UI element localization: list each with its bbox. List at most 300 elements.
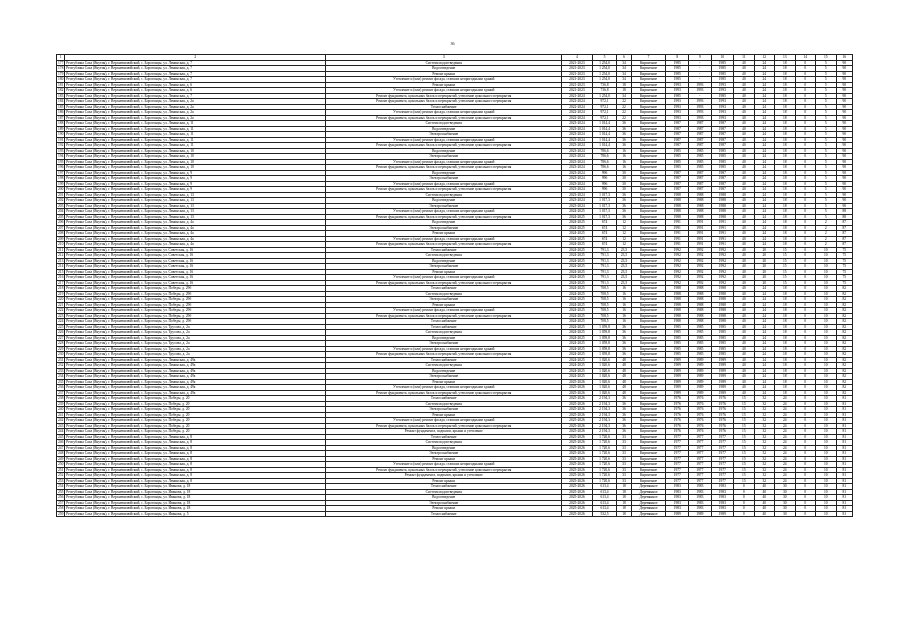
apartments-cell: 36 bbox=[617, 214, 631, 220]
build-year-cell: 1976 bbox=[666, 423, 689, 429]
period-cell: 2024-2025 bbox=[562, 319, 593, 325]
repair-year-cell: 1992 bbox=[711, 269, 734, 275]
address-cell: Республика Саха (Якутия), г. Верхневилюйский, с. Борогонцы, ул. Трусова, д. 2а bbox=[65, 330, 326, 336]
repair-year-cell: 1985 bbox=[711, 154, 734, 160]
column-number: 8 bbox=[666, 55, 689, 61]
wall-material-cell: Кирпичное bbox=[631, 291, 666, 297]
c16-cell: 90 bbox=[836, 176, 853, 182]
build-year-cell: 1993 bbox=[666, 82, 689, 88]
address-cell: Республика Саха (Якутия), г. Верхневилюйский, с. Борогонцы, ул. Ленинская, д. 13 bbox=[65, 198, 326, 204]
commission-year-cell: 1983 bbox=[689, 484, 712, 490]
work-type-cell: Система водоотведения bbox=[326, 253, 562, 259]
c12-cell: 24 bbox=[754, 66, 774, 72]
wear-cell: 40 bbox=[734, 214, 754, 220]
build-year-cell: 1992 bbox=[666, 280, 689, 286]
c14-cell: 0 bbox=[795, 302, 815, 308]
area-cell: 786,6 bbox=[592, 154, 617, 160]
period-cell: 2023-2024 bbox=[562, 143, 593, 149]
c13-cell: 18 bbox=[775, 324, 795, 330]
commission-year-cell: - bbox=[689, 60, 712, 66]
address-cell: Республика Саха (Якутия), г. Верхневилюйский, с. Борогонцы, ул. Ленинская, д. 4а bbox=[65, 236, 326, 242]
period-cell: 2022-2024 bbox=[562, 110, 593, 116]
column-number: 10 bbox=[711, 55, 734, 61]
c15-cell: 10 bbox=[816, 258, 836, 264]
c12-cell: 24 bbox=[754, 341, 774, 347]
build-year-cell: 1976 bbox=[666, 429, 689, 435]
apartments-cell: 12 bbox=[617, 242, 631, 248]
wear-cell: 40 bbox=[734, 181, 754, 187]
apartments-cell: 34 bbox=[617, 77, 631, 83]
c16-cell: 90 bbox=[836, 143, 853, 149]
apartments-cell: 33 bbox=[617, 445, 631, 451]
apartments-cell: 36 bbox=[617, 429, 631, 435]
area-cell: 972,1 bbox=[592, 115, 617, 121]
c13-cell: 24 bbox=[775, 467, 795, 473]
c12-cell: 24 bbox=[754, 88, 774, 94]
wall-material-cell: Кирпичное bbox=[631, 71, 666, 77]
c14-cell: 0 bbox=[795, 60, 815, 66]
address-cell: Республика Саха (Якутия), г. Верхневилюйский, с. Борогонцы, ул. Иванова, д. 18 bbox=[65, 484, 326, 490]
c16-cell: 88 bbox=[836, 209, 853, 215]
c12-cell: 20 bbox=[754, 253, 774, 259]
row-number: 206 bbox=[58, 220, 64, 224]
wall-material-cell: Кирпичное bbox=[631, 396, 666, 402]
c14-cell: 0 bbox=[795, 390, 815, 396]
row-number: 234 bbox=[58, 374, 64, 378]
period-cell: 2025-2026 bbox=[562, 478, 593, 484]
build-year-cell: 1987 bbox=[666, 137, 689, 143]
apartments-cell: 18 bbox=[617, 495, 631, 501]
c15-cell: 2 bbox=[816, 242, 836, 248]
build-year-cell: 1988 bbox=[666, 319, 689, 325]
repair-year-cell: 1985 bbox=[711, 341, 734, 347]
c15-cell: 10 bbox=[816, 390, 836, 396]
row-number: 252 bbox=[58, 473, 64, 477]
c16-cell: 90 bbox=[836, 77, 853, 83]
wear-cell: 40 bbox=[734, 374, 754, 380]
repair-year-cell: 1976 bbox=[711, 423, 734, 429]
repair-year-cell: 1988 bbox=[711, 209, 734, 215]
work-type-cell: Электроснабжение bbox=[326, 500, 562, 506]
commission-year-cell: 1992 bbox=[689, 269, 712, 275]
c16-cell: 82 bbox=[836, 297, 853, 303]
row-number: 186 bbox=[58, 110, 64, 114]
area-cell: 1 020,6 bbox=[592, 368, 617, 374]
wear-cell: 40 bbox=[734, 357, 754, 363]
c14-cell: 0 bbox=[795, 170, 815, 176]
apartments-cell: 33 bbox=[617, 440, 631, 446]
address-cell: Республика Саха (Якутия), г. Верхневилюйский, с. Борогонцы, ул. Победы, д. 29б bbox=[65, 291, 326, 297]
area-cell: 791,3 bbox=[592, 269, 617, 275]
commission-year-cell: 1993 bbox=[689, 110, 712, 116]
build-year-cell: 1991 bbox=[666, 220, 689, 226]
build-year-cell: 1977 bbox=[666, 462, 689, 468]
wall-material-cell: Кирпичное bbox=[631, 407, 666, 413]
row-number: 216 bbox=[58, 275, 64, 279]
wear-cell: 0 bbox=[734, 484, 754, 490]
c12-cell: 24 bbox=[754, 330, 774, 336]
area-cell: 1 720,6 bbox=[592, 462, 617, 468]
c16-cell: 81 bbox=[836, 511, 853, 517]
wear-cell: 40 bbox=[734, 297, 754, 303]
commission-year-cell: 1983 bbox=[689, 489, 712, 495]
row-number: 183 bbox=[58, 93, 64, 98]
period-cell: 2025-2026 bbox=[562, 467, 593, 473]
address-cell: Республика Саха (Якутия), г. Верхневилюйский, с. Борогонцы, ул. Ленинская, д. 10 bbox=[65, 165, 326, 171]
period-cell: 2025-2026 bbox=[562, 390, 593, 396]
commission-year-cell: 1987 bbox=[689, 143, 712, 149]
c13-cell: 24 bbox=[775, 423, 795, 429]
repair-year-cell: 1977 bbox=[711, 462, 734, 468]
period-cell: 2025-2026 bbox=[562, 511, 593, 517]
row-number: 191 bbox=[58, 137, 64, 142]
work-type-cell: Система водоотведения bbox=[326, 60, 562, 66]
period-cell: 2025-2026 bbox=[562, 418, 593, 424]
work-type-cell: Ремонт фундамента, цокольных балок и перекрытий, утепление цокольного перекрытия bbox=[326, 242, 562, 248]
c16-cell: 81 bbox=[836, 500, 853, 506]
row-number: 209 bbox=[58, 236, 64, 241]
apartments-cell: 30 bbox=[617, 170, 631, 176]
build-year-cell: 1989 bbox=[666, 385, 689, 391]
area-cell: 1 014,4 bbox=[592, 121, 617, 127]
c16-cell: 81 bbox=[836, 473, 853, 479]
wall-material-cell: Кирпичное bbox=[631, 374, 666, 380]
work-type-cell: Водоотведение bbox=[326, 220, 562, 226]
commission-year-cell: 1983 bbox=[689, 506, 712, 512]
build-year-cell: 1977 bbox=[666, 445, 689, 451]
address-cell: Республика Саха (Якутия), г. Верхневилюйский, с. Борогонцы, ул. Ленинская, д. 7 bbox=[65, 60, 326, 66]
c16-cell: 82 bbox=[836, 291, 853, 297]
c12-cell: 32 bbox=[754, 407, 774, 413]
wear-cell: 40 bbox=[734, 324, 754, 330]
work-type-cell: Система водоотведения bbox=[326, 363, 562, 369]
apartments-cell: 12 bbox=[617, 220, 631, 226]
c12-cell: 24 bbox=[754, 159, 774, 165]
c12-cell: 32 bbox=[754, 445, 774, 451]
apartments-cell: 33 bbox=[617, 462, 631, 468]
address-cell: Республика Саха (Якутия), г. Верхневилюйский, с. Борогонцы, ул. Ленинская, д. 8 bbox=[65, 473, 326, 479]
c16-cell: 82 bbox=[836, 324, 853, 330]
work-type-cell: Ремонт фундамента, подвалов, крыши и утепление bbox=[326, 429, 562, 435]
apartments-cell: 36 bbox=[617, 324, 631, 330]
c13-cell: 18 bbox=[775, 99, 795, 105]
period-cell: 2024-2025 bbox=[562, 335, 593, 341]
row-number: 193 bbox=[58, 148, 64, 153]
c14-cell: 0 bbox=[795, 434, 815, 440]
row-number: 257 bbox=[58, 500, 64, 505]
commission-year-cell: 1991 bbox=[689, 231, 712, 237]
c13-cell: 18 bbox=[775, 176, 795, 182]
c12-cell: 24 bbox=[754, 104, 774, 110]
c13-cell: 24 bbox=[775, 401, 795, 407]
c14-cell: 0 bbox=[795, 121, 815, 127]
address-cell: Республика Саха (Якутия), г. Верхневилюйский, с. Борогонцы, ул. Победы, д. 20 bbox=[65, 396, 326, 402]
apartments-cell: 22 bbox=[617, 104, 631, 110]
c16-cell: 82 bbox=[836, 286, 853, 292]
address-cell: Республика Саха (Якутия), г. Верхневилюйский, с. Борогонцы, ул. Ленинская, д. 49а bbox=[65, 374, 326, 380]
c16-cell: 87 bbox=[836, 242, 853, 248]
c16-cell: 82 bbox=[836, 346, 853, 352]
row-number: 210 bbox=[58, 242, 64, 246]
address-cell: Республика Саха (Якутия), г. Верхневилюйский, с. Борогонцы, ул. Ленинская, д. 9 bbox=[65, 187, 326, 193]
c16-cell: 90 bbox=[836, 110, 853, 116]
c12-cell: 24 bbox=[754, 110, 774, 116]
row-number: 185 bbox=[58, 104, 64, 109]
column-number: 3 bbox=[326, 55, 562, 61]
c16-cell: 81 bbox=[836, 506, 853, 512]
address-cell: Республика Саха (Якутия), г. Верхневилюйский, с. Борогонцы, ул. Победы, д. 29б bbox=[65, 297, 326, 303]
apartments-cell: 22 bbox=[617, 115, 631, 121]
c13-cell: 24 bbox=[775, 456, 795, 462]
area-cell: 613,4 bbox=[592, 484, 617, 490]
period-cell: 2023-2024 bbox=[562, 148, 593, 154]
c13-cell: 30 bbox=[775, 484, 795, 490]
apartments-cell: 33 bbox=[617, 456, 631, 462]
c15-cell: 5 bbox=[816, 165, 836, 171]
c16-cell: 82 bbox=[836, 368, 853, 374]
row-number: 223 bbox=[58, 313, 64, 318]
c13-cell: 30 bbox=[775, 500, 795, 506]
wall-material-cell: Кирпичное bbox=[631, 286, 666, 292]
apartments-cell: 12 bbox=[617, 236, 631, 242]
c12-cell: 40 bbox=[754, 484, 774, 490]
wear-cell: 40 bbox=[734, 379, 754, 385]
row-number: 232 bbox=[58, 363, 64, 367]
work-type-cell: Электроснабжение bbox=[326, 374, 562, 380]
period-cell: 2023-2024 bbox=[562, 198, 593, 204]
c16-cell: 82 bbox=[836, 308, 853, 314]
work-type-cell: Теплоснабжение bbox=[326, 484, 562, 490]
c15-cell: 10 bbox=[816, 456, 836, 462]
build-year-cell: 1993 bbox=[666, 110, 689, 116]
area-cell: 786,6 bbox=[592, 159, 617, 165]
wear-cell: 40 bbox=[734, 209, 754, 215]
wear-cell: 40 bbox=[734, 143, 754, 149]
work-type-cell: Теплоснабжение bbox=[326, 434, 562, 440]
c13-cell: 15 bbox=[775, 253, 795, 259]
c13-cell: 24 bbox=[775, 451, 795, 457]
c15-cell: 10 bbox=[816, 275, 836, 281]
wall-material-cell: Кирпичное bbox=[631, 231, 666, 237]
period-cell: 2024-2025 bbox=[562, 236, 593, 242]
c15-cell: 10 bbox=[816, 319, 836, 325]
address-cell: Республика Саха (Якутия), г. Верхневилюйский, с. Борогонцы, ул. Ленинская, д. 11 bbox=[65, 143, 326, 149]
repair-year-cell: 1985 bbox=[711, 324, 734, 330]
commission-year-cell: 1985 bbox=[689, 324, 712, 330]
wear-cell: 15 bbox=[734, 429, 754, 435]
apartments-cell: 30 bbox=[617, 187, 631, 193]
area-cell: 791,3 bbox=[592, 280, 617, 286]
c16-cell: 88 bbox=[836, 214, 853, 220]
c13-cell: 18 bbox=[775, 60, 795, 66]
commission-year-cell: 1988 bbox=[689, 214, 712, 220]
period-cell: 2021-2023 bbox=[562, 77, 593, 83]
c16-cell: 82 bbox=[836, 379, 853, 385]
address-cell: Республика Саха (Якутия), г. Верхневилюйский, с. Борогонцы, ул. Победы, д. 29б bbox=[65, 319, 326, 325]
c15-cell: 5 bbox=[816, 181, 836, 187]
commission-year-cell: 1989 bbox=[689, 379, 712, 385]
repair-year-cell: 1977 bbox=[711, 440, 734, 446]
apartments-cell: 36 bbox=[617, 418, 631, 424]
c13-cell: 18 bbox=[775, 121, 795, 127]
area-cell: 2 194,3 bbox=[592, 423, 617, 429]
c14-cell: 0 bbox=[795, 148, 815, 154]
wear-cell: 40 bbox=[734, 170, 754, 176]
c15-cell: 10 bbox=[816, 297, 836, 303]
c13-cell: 18 bbox=[775, 181, 795, 187]
build-year-cell: 1983 bbox=[666, 500, 689, 506]
work-type-cell: Ремонт крыши bbox=[326, 478, 562, 484]
commission-year-cell: 1987 bbox=[689, 181, 712, 187]
c12-cell: 24 bbox=[754, 148, 774, 154]
row-number: 227 bbox=[58, 335, 64, 340]
area-cell: 736,8 bbox=[592, 88, 617, 94]
address-cell: Республика Саха (Якутия), г. Верхневилюйский, с. Борогонцы, ул. Ленинская, д. 10 bbox=[65, 154, 326, 160]
wall-material-cell: Кирпичное bbox=[631, 434, 666, 440]
area-cell: 1 017,3 bbox=[592, 192, 617, 198]
c14-cell: 0 bbox=[795, 220, 815, 226]
c12-cell: 20 bbox=[754, 275, 774, 281]
wear-cell: 15 bbox=[734, 467, 754, 473]
wear-cell: 40 bbox=[734, 154, 754, 160]
c12-cell: 24 bbox=[754, 220, 774, 226]
wear-cell: 0 bbox=[734, 495, 754, 501]
c12-cell: 20 bbox=[754, 247, 774, 253]
period-cell: 2025-2026 bbox=[562, 484, 593, 490]
wear-cell: 40 bbox=[734, 71, 754, 77]
wear-cell: 40 bbox=[734, 302, 754, 308]
c15-cell: 10 bbox=[816, 357, 836, 363]
row-number: 240 bbox=[58, 407, 64, 411]
apartments-cell: 18 bbox=[617, 484, 631, 490]
area-cell: 1 254,0 bbox=[592, 60, 617, 66]
repair-year-cell: 1985 bbox=[711, 93, 734, 99]
apartments-cell: 16 bbox=[617, 148, 631, 154]
period-cell: 2023-2024 bbox=[562, 132, 593, 138]
wall-material-cell: Кирпичное bbox=[631, 379, 666, 385]
c13-cell: 15 bbox=[775, 280, 795, 286]
address-cell: Республика Саха (Якутия), г. Верхневилюйский, с. Борогонцы, ул. Трусова, д. 2а bbox=[65, 324, 326, 330]
c14-cell: 0 bbox=[795, 297, 815, 303]
work-type-cell: Ремонт фундамента, цокольных балок и перекрытий, утепление цокольного перекрытия bbox=[326, 214, 562, 220]
row-number: 207 bbox=[58, 225, 64, 230]
c15-cell: 10 bbox=[816, 308, 836, 314]
period-cell: 2024-2025 bbox=[562, 225, 593, 231]
work-type-cell: Утепление и (или) ремонт фасада, ставших непригодными зданий bbox=[326, 385, 562, 391]
c16-cell: 82 bbox=[836, 390, 853, 396]
c14-cell: 0 bbox=[795, 77, 815, 83]
period-cell: 2024-2025 bbox=[562, 269, 593, 275]
wear-cell: 40 bbox=[734, 253, 754, 259]
c12-cell: 24 bbox=[754, 319, 774, 325]
row-number: 184 bbox=[58, 99, 64, 103]
build-year-cell: 1987 bbox=[666, 126, 689, 132]
repair-year-cell: 1991 bbox=[711, 225, 734, 231]
c12-cell: 32 bbox=[754, 451, 774, 457]
row-number: 203 bbox=[58, 203, 64, 208]
row-number: 255 bbox=[58, 489, 64, 494]
row-number: 254 bbox=[58, 484, 64, 488]
c14-cell: 0 bbox=[795, 379, 815, 385]
area-cell: 674 bbox=[592, 225, 617, 231]
wall-material-cell: Кирпичное bbox=[631, 148, 666, 154]
c12-cell: 24 bbox=[754, 143, 774, 149]
area-cell: 791,3 bbox=[592, 258, 617, 264]
area-cell: 1 720,6 bbox=[592, 434, 617, 440]
apartments-cell: 16 bbox=[617, 286, 631, 292]
area-cell: 1 017,3 bbox=[592, 198, 617, 204]
wall-material-cell: Кирпичное bbox=[631, 401, 666, 407]
period-cell: 2022-2024 bbox=[562, 115, 593, 121]
repair-year-cell: 1985 bbox=[711, 66, 734, 72]
build-year-cell: 1989 bbox=[666, 511, 689, 517]
build-year-cell: 1988 bbox=[666, 214, 689, 220]
apartments-cell: 48 bbox=[617, 374, 631, 380]
wear-cell: 15 bbox=[734, 451, 754, 457]
wear-cell: 15 bbox=[734, 418, 754, 424]
row-number: 208 bbox=[58, 231, 64, 235]
c14-cell: 0 bbox=[795, 198, 815, 204]
build-year-cell: 1976 bbox=[666, 401, 689, 407]
c12-cell: 32 bbox=[754, 401, 774, 407]
apartments-cell: 36 bbox=[617, 423, 631, 429]
repair-year-cell: 1985 bbox=[711, 77, 734, 83]
repair-year-cell: 1977 bbox=[711, 434, 734, 440]
c12-cell: 24 bbox=[754, 324, 774, 330]
c14-cell: 0 bbox=[795, 104, 815, 110]
c16-cell: 75 bbox=[836, 264, 853, 270]
work-type-cell: Система водоотведения bbox=[326, 291, 562, 297]
commission-year-cell: 1991 bbox=[689, 220, 712, 226]
c14-cell: 0 bbox=[795, 291, 815, 297]
period-cell: 2024-2025 bbox=[562, 352, 593, 358]
c14-cell: 0 bbox=[795, 187, 815, 193]
c12-cell: 24 bbox=[754, 181, 774, 187]
c14-cell: 0 bbox=[795, 132, 815, 138]
work-type-cell: Теплоснабжение bbox=[326, 319, 562, 325]
c12-cell: 24 bbox=[754, 368, 774, 374]
wall-material-cell: Кирпичное bbox=[631, 363, 666, 369]
repair-year-cell: 1993 bbox=[711, 104, 734, 110]
c13-cell: 18 bbox=[775, 203, 795, 209]
apartments-cell: 16 bbox=[617, 159, 631, 165]
build-year-cell: 1985 bbox=[666, 71, 689, 77]
work-type-cell: Электроснабжение bbox=[326, 297, 562, 303]
work-type-cell: Система водоотведения bbox=[326, 489, 562, 495]
wall-material-cell: Деревянное bbox=[631, 500, 666, 506]
apartments-cell: 36 bbox=[617, 412, 631, 418]
build-year-cell: 1977 bbox=[666, 478, 689, 484]
c14-cell: 0 bbox=[795, 429, 815, 435]
row-number: 178 bbox=[58, 66, 64, 70]
row-number: 197 bbox=[58, 170, 64, 175]
c16-cell: 81 bbox=[836, 495, 853, 501]
commission-year-cell: 1993 bbox=[689, 104, 712, 110]
work-type-cell: Ремонт крыши bbox=[326, 269, 562, 275]
c15-cell: 5 bbox=[816, 126, 836, 132]
c15-cell: 10 bbox=[816, 368, 836, 374]
wear-cell: 40 bbox=[734, 346, 754, 352]
c14-cell: 0 bbox=[795, 473, 815, 479]
c12-cell: 24 bbox=[754, 286, 774, 292]
c13-cell: 18 bbox=[775, 165, 795, 171]
wear-cell: 0 bbox=[734, 511, 754, 517]
c16-cell: 81 bbox=[836, 462, 853, 468]
repair-year-cell: 1988 bbox=[711, 302, 734, 308]
apartments-cell: 23,5 bbox=[617, 269, 631, 275]
row-number: 235 bbox=[58, 379, 64, 384]
address-cell: Республика Саха (Якутия), г. Верхневилюйский, с. Борогонцы, ул. Ленинская, д. 8 bbox=[65, 478, 326, 484]
